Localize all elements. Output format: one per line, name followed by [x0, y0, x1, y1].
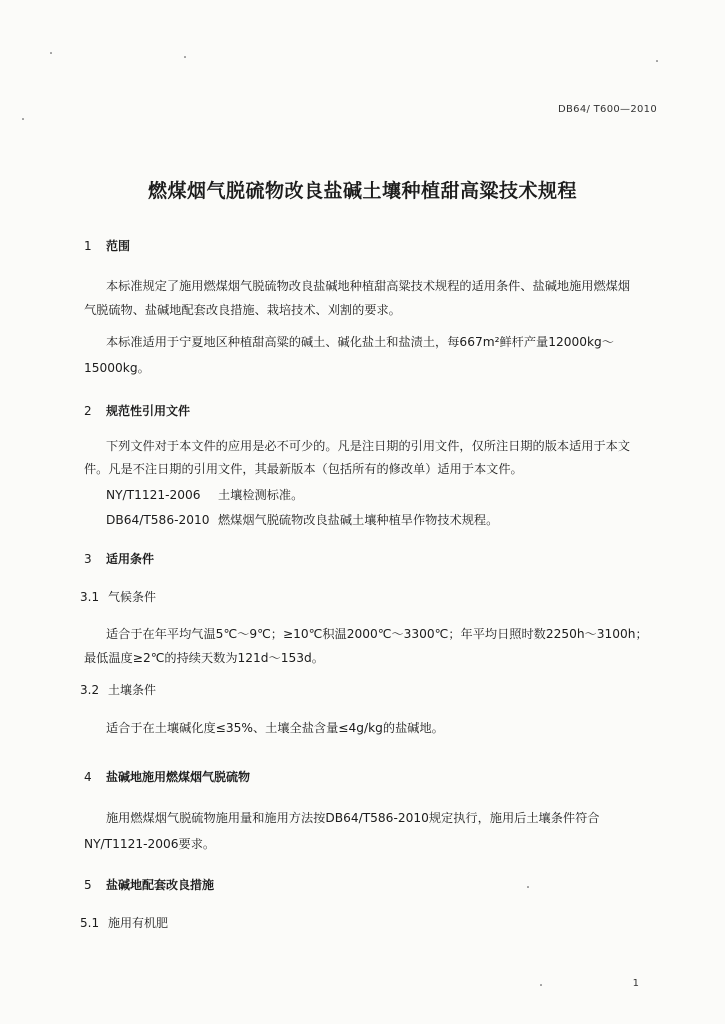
paragraph-line: NY/T1121-2006要求。 — [84, 837, 216, 851]
normative-reference — [106, 486, 303, 503]
section-number: 2 — [84, 404, 92, 418]
section-number: 3 — [84, 552, 92, 566]
paragraph-line: 最低温度≥2℃的持续天数为121d～153d。 — [84, 651, 324, 665]
section-title: 规范性引用文件 — [106, 404, 191, 418]
subsection-3-2-heading — [80, 681, 156, 698]
section-number: 5 — [84, 878, 92, 892]
section-number: 1 — [84, 239, 92, 253]
subsection-title: 施用有机肥 — [108, 916, 169, 930]
section-4-heading — [84, 768, 250, 785]
section-5-heading — [84, 876, 214, 893]
scan-speck — [184, 56, 186, 58]
scan-speck — [22, 118, 24, 120]
document-title: 燃煤烟气脱硫物改良盐碱土壤种植甜高粱技术规程 — [147, 180, 577, 202]
reference-code: DB64/T586-2010 — [106, 513, 210, 527]
scan-speck — [540, 984, 542, 986]
paragraph-line: 适合于在年平均气温5℃～9℃；≥10℃积温2000℃～3300℃；年平均日照时数2250h～3100h； — [106, 627, 648, 641]
page-number: 1 — [632, 978, 639, 989]
subsection-3-1-heading — [80, 588, 156, 605]
scan-speck — [656, 60, 658, 62]
section-number: 4 — [84, 770, 92, 784]
paragraph-line: 15000kg。 — [84, 361, 150, 375]
subsection-5-1-heading — [80, 914, 168, 931]
section-title: 盐碱地施用燃煤烟气脱硫物 — [106, 770, 251, 784]
normative-reference — [106, 511, 498, 528]
section-1-heading — [84, 237, 130, 254]
subsection-number: 3.1 — [80, 590, 100, 604]
reference-title: 燃煤烟气脱硫物改良盐碱土壤种植旱作物技术规程。 — [218, 513, 499, 527]
paragraph-line: 本标准适用于宁夏地区种植甜高粱的碱土、碱化盐土和盐渍土，每667m²鲜杆产量12000kg～ — [106, 335, 614, 349]
paragraph-line: 本标准规定了施用燃煤烟气脱硫物改良盐碱地种植甜高粱技术规程的适用条件、盐碱地施用燃煤烟 — [106, 279, 631, 293]
subsection-title: 气候条件 — [108, 590, 157, 604]
document-code: DB64/ T600—2010 — [558, 104, 657, 115]
scan-speck — [50, 52, 52, 54]
reference-code: NY/T1121-2006 — [106, 488, 201, 502]
subsection-number: 5.1 — [80, 916, 100, 930]
paragraph-line: 施用燃煤烟气脱硫物施用量和施用方法按DB64/T586-2010规定执行，施用后土壤条件符合 — [106, 811, 600, 825]
section-title: 适用条件 — [106, 552, 155, 566]
scan-speck — [527, 886, 529, 888]
paragraph-line: 气脱硫物、盐碱地配套改良措施、栽培技术、刈割的要求。 — [84, 303, 401, 317]
paragraph-line: 下列文件对于本文件的应用是必不可少的。凡是注日期的引用文件，仅所注日期的版本适用于本文 — [106, 439, 631, 453]
section-2-heading — [84, 402, 190, 419]
subsection-title: 土壤条件 — [108, 683, 157, 697]
subsection-number: 3.2 — [80, 683, 100, 697]
section-title: 范围 — [106, 239, 131, 253]
section-3-heading — [84, 550, 154, 567]
paragraph-line: 适合于在土壤碱化度≤35%、土壤全盐含量≤4g/kg的盐碱地。 — [106, 721, 444, 735]
paragraph-line: 件。凡是不注日期的引用文件，其最新版本（包括所有的修改单）适用于本文件。 — [84, 462, 523, 476]
reference-title: 土壤检测标准。 — [218, 488, 304, 502]
section-title: 盐碱地配套改良措施 — [106, 878, 215, 892]
